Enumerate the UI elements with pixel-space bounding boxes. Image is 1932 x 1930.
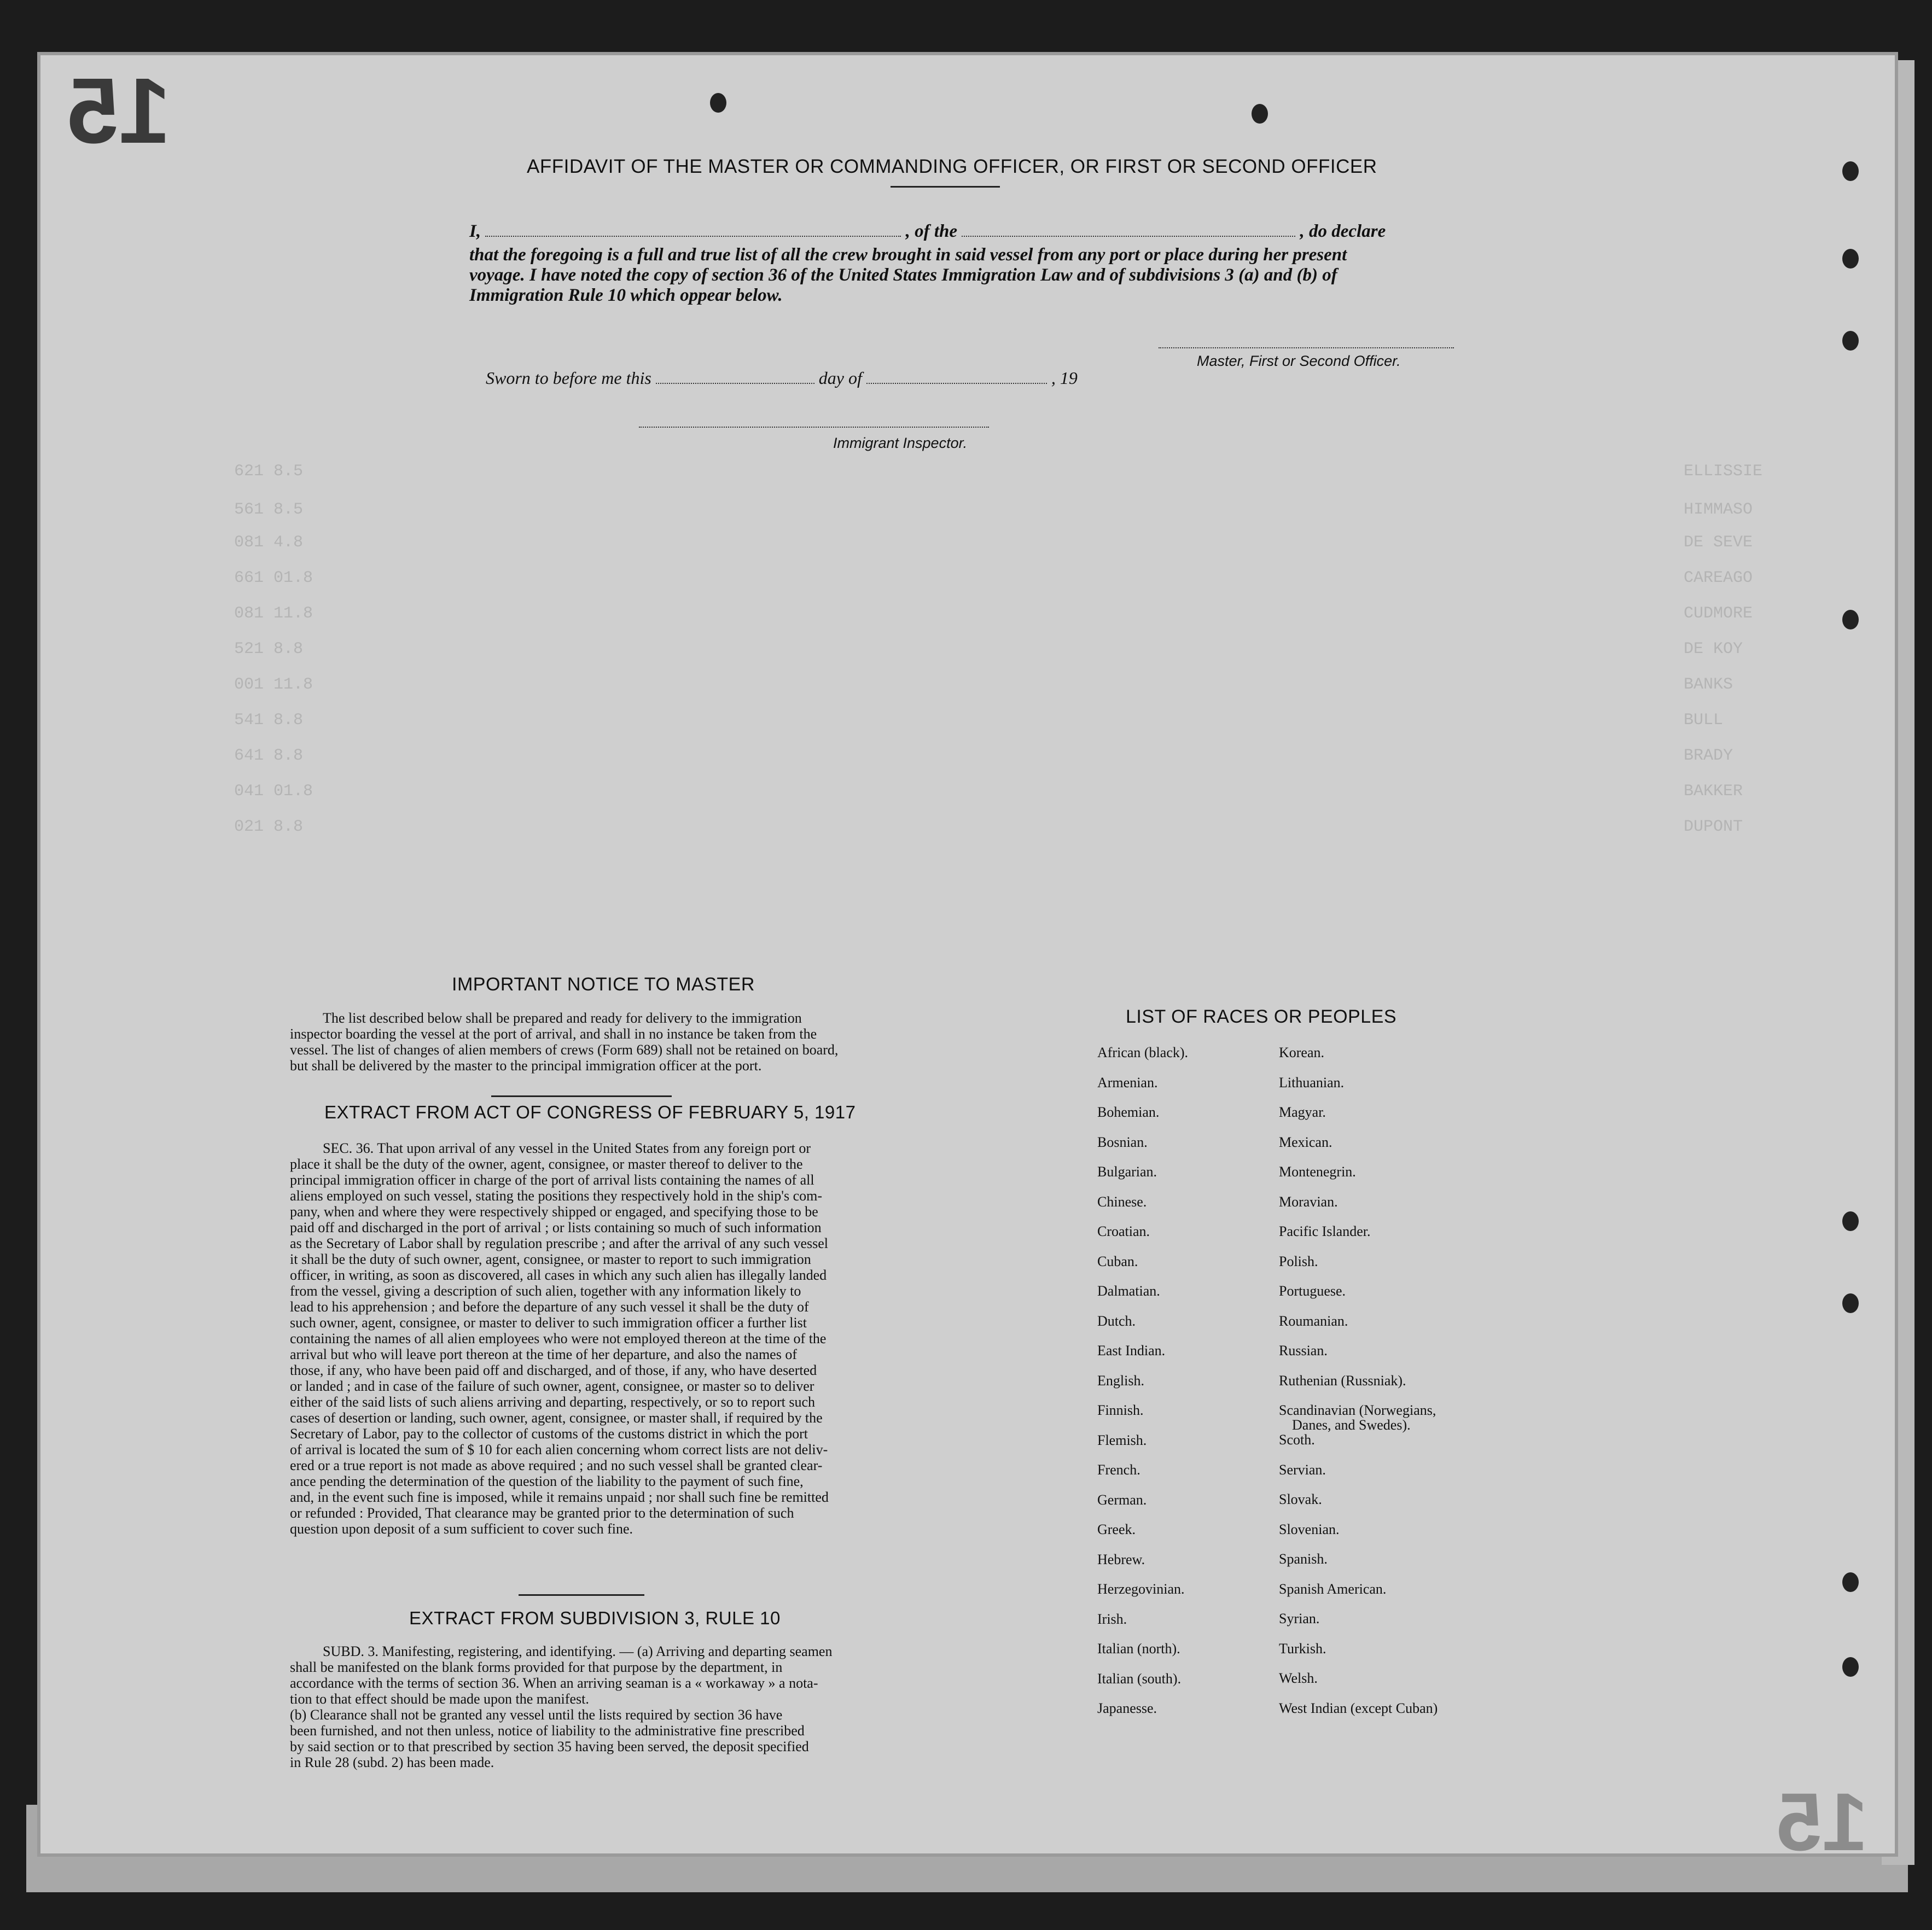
extract-rule-line: in Rule 28 (subd. 2) has been made. <box>290 1754 494 1770</box>
race-item: Slovenian. <box>1279 1521 1340 1537</box>
affidavit-line2: voyage. I have noted the copy of section 36 of the United States Immigration Law and of subdivisions 3 (a) and (b) of <box>469 265 1337 285</box>
race-item: Bosnian. <box>1097 1134 1148 1150</box>
extract-act-line: as the Secretary of Labor shall by regulation prescribe ; and after the arrival of any such vessel <box>290 1235 829 1251</box>
race-item: Dutch. <box>1097 1313 1136 1329</box>
extract-act-line: SEC. 36. That upon arrival of any vessel in the United States from any foreign port or <box>323 1140 811 1156</box>
page-number-bottom: 15 <box>1777 1776 1868 1868</box>
race-item: African (black). <box>1097 1045 1189 1060</box>
extract-act-line: either of the said lists of such aliens arriving and departing, respectively, or so to report such <box>290 1394 816 1410</box>
binder-hole <box>1842 1293 1859 1313</box>
vessel-name-field[interactable] <box>962 236 1295 237</box>
inspector-label: Immigrant Inspector. <box>833 435 968 451</box>
race-item: Greek. <box>1097 1521 1136 1537</box>
extract-rule-body <box>290 1643 955 1770</box>
extract-rule-line: been furnished, and not then unless, notice of liability to the administrative fine prescribed <box>290 1723 805 1739</box>
affidavit-line3: Immigration Rule 10 which oppear below. <box>469 285 783 305</box>
extract-act-line: those, if any, who have been paid off and discharged, and of those, if any, who have deserted <box>290 1362 817 1378</box>
race-item: Italian (north). <box>1097 1641 1180 1657</box>
extract-act-line: containing the names of all alien employees who were not employed thereon at the time of the <box>290 1331 827 1346</box>
extract-act-line: lead to his apprehension ; and before the departure of any such vessel it shall be the duty of <box>290 1299 809 1315</box>
race-item: West Indian (except Cuban) <box>1279 1700 1438 1716</box>
i-label: I, <box>469 221 481 241</box>
race-item: Finnish. <box>1097 1402 1144 1418</box>
notice-title: IMPORTANT NOTICE TO MASTER <box>452 974 755 995</box>
extract-act-line: place it shall be the duty of the owner, agent, consignee, or master thereof to deliver to the <box>290 1156 803 1172</box>
race-item: Croatian. <box>1097 1223 1150 1239</box>
notice-body <box>290 1010 955 1074</box>
race-item: Hebrew. <box>1097 1551 1145 1567</box>
notice-line: vessel. The list of changes of alien members of crews (Form 689) shall not be retained on board, <box>290 1042 839 1058</box>
extract-act-line: of arrival is located the sum of $ 10 for each alien concerning whom correct lists are not deliv- <box>290 1442 828 1457</box>
affidavit-line1: that the foregoing is a full and true list of all the crew brought in said vessel from any port or place during her present <box>469 245 1347 265</box>
race-item: Turkish. <box>1279 1640 1326 1657</box>
extract-act-line: ered or a true report is not made as above required ; and no such vessel shall be granted clear- <box>290 1457 823 1473</box>
binder-hole <box>1842 331 1859 351</box>
race-item: German. <box>1097 1491 1147 1508</box>
race-item: Armenian. <box>1097 1074 1158 1091</box>
race-item: Moravian. <box>1279 1193 1338 1210</box>
race-item: English. <box>1097 1372 1144 1389</box>
race-item: Bohemian. <box>1097 1104 1160 1120</box>
sworn-line <box>486 368 1078 388</box>
race-item: Polish. <box>1279 1253 1318 1269</box>
extract-act-line: officer, in writing, as soon as discovered, all cases in which any such alien has illegally landed <box>290 1267 827 1283</box>
race-item: Mexican. <box>1279 1134 1332 1150</box>
race-item: Portuguese. <box>1279 1283 1346 1299</box>
sworn-label: Sworn to before me this <box>486 368 651 388</box>
race-item: Pacific Islander. <box>1279 1223 1371 1239</box>
binder-hole <box>1842 161 1859 181</box>
extract-rule-title: EXTRACT FROM SUBDIVISION 3, RULE 10 <box>409 1608 781 1628</box>
extract-act-line: question upon deposit of a sum sufficient to cover such fine. <box>290 1521 633 1537</box>
sworn-day-field[interactable] <box>656 383 814 384</box>
binder-hole <box>1842 1211 1859 1231</box>
extract-act-line: pany, when and where they were respectively shipped or engaged, and specifying those to be <box>290 1204 818 1220</box>
extract-act-line: or refunded : Provided, That clearance may be granted prior to the determination of such <box>290 1505 794 1521</box>
race-item: Spanish American. <box>1279 1581 1387 1597</box>
extract-act-line: cases of desertion or landing, such owner, agent, consignee, or master shall, if required by the <box>290 1410 823 1426</box>
race-item: Italian (south). <box>1097 1670 1182 1687</box>
race-item: Servian. <box>1279 1461 1326 1478</box>
extract-act-line: Secretary of Labor, pay to the collector of customs of the customs district in which the port <box>290 1426 808 1442</box>
officer-name-field[interactable] <box>485 236 901 237</box>
races-left-column <box>1097 1045 1272 1730</box>
races-right-column <box>1279 1045 1509 1730</box>
races-title: LIST OF RACES OR PEOPLES <box>1126 1006 1397 1027</box>
race-item: Cuban. <box>1097 1253 1138 1269</box>
extract-rule-line: accordance with the terms of section 36. When an arriving seaman is a « workaway » a nota- <box>290 1675 818 1691</box>
race-item: Danes, and Swedes). <box>1292 1417 1411 1433</box>
binder-hole <box>1842 1657 1859 1677</box>
year-label: , 19 <box>1051 368 1078 388</box>
extract-act-line: from the vessel, giving a description of such alien, together with any information likely to <box>290 1283 801 1299</box>
do-declare-label: , do declare <box>1300 221 1386 241</box>
bleed-through-text: 621 8.5 ELLISSIE 561 8.5 HIMMASO 081 4.8 DE SEVE 661 01.8 CAREAGO 081 11.8 CUDMORE 521 8.8 DE KOY 001 11.8 BANKS 541 8.8 BULL 641 8.8 BRADY 041 01.8 BAKKER 021 8.8 DUPONT <box>234 462 1763 836</box>
binder-hole <box>710 93 726 113</box>
race-item: Russian. <box>1279 1343 1328 1358</box>
race-item: Lithuanian. <box>1279 1074 1345 1091</box>
extract-act-line: principal immigration officer in charge of the port of arrival lists containing the names of all <box>290 1172 814 1188</box>
race-item: Welsh. <box>1279 1670 1318 1686</box>
notice-line: The list described below shall be prepared and ready for delivery to the immigration <box>323 1010 802 1026</box>
of-the-label: , of the <box>905 221 958 241</box>
notice-rule <box>491 1095 672 1097</box>
extract-act-title: EXTRACT FROM ACT OF CONGRESS OF FEBRUARY 5, 1917 <box>324 1102 856 1122</box>
extract-act-line: and, in the event such fine is imposed, while it remains unpaid ; nor shall such fine be remitted <box>290 1489 829 1505</box>
race-item: Scandinavian (Norwegians, <box>1279 1402 1436 1418</box>
affidavit-title: AFFIDAVIT OF THE MASTER OR COMMANDING OFFICER, OR FIRST OR SECOND OFFICER <box>527 156 1377 177</box>
race-item: French. <box>1097 1462 1140 1478</box>
notice-line: inspector boarding the vessel at the port of arrival, and shall in no instance be taken from the <box>290 1026 817 1042</box>
race-item: Bulgarian. <box>1097 1164 1157 1180</box>
race-item: Magyar. <box>1279 1104 1326 1120</box>
extract-rule-line: tion to that effect should be made upon the manifest. <box>290 1691 589 1707</box>
affidavit-title-rule <box>891 186 1000 188</box>
page-number-top: 15 <box>67 59 171 163</box>
binder-hole <box>1252 104 1268 124</box>
extract-act-line: ance pending the determination of the question of the liability to the payment of such fine, <box>290 1473 804 1489</box>
extract-rule-line: SUBD. 3. Manifesting, registering, and identifying. — (a) Arriving and departing seamen <box>323 1643 833 1659</box>
race-item: Dalmatian. <box>1097 1283 1160 1299</box>
race-item: Korean. <box>1279 1045 1325 1060</box>
race-item: Scoth. <box>1279 1432 1315 1448</box>
signature-label: Master, First or Second Officer. <box>1197 353 1401 369</box>
binder-hole <box>1842 1572 1859 1592</box>
notice-line: but shall be delivered by the master to the principal immigration officer at the port. <box>290 1058 762 1074</box>
race-item: Spanish. <box>1279 1551 1328 1567</box>
inspector-signature-line[interactable] <box>639 427 989 428</box>
extract-rule-line: by said section or to that prescribed by section 35 having been served, the deposit specified <box>290 1739 809 1754</box>
extract-act-line: or landed ; and in case of the failure of such owner, agent, consignee, or master so to deliver <box>290 1378 814 1394</box>
binder-hole <box>1842 249 1859 269</box>
extract-rule-line: (b) Clearance shall not be granted any vessel until the lists required by section 36 have <box>290 1707 783 1723</box>
extract-act-line: such owner, agent, consignee, or master to deliver to such immigration officer a further list <box>290 1315 807 1331</box>
extract-act-line: arrival but who will leave port thereon at the time of her departure, and also the names of <box>290 1346 797 1362</box>
extract-act-line: aliens employed on such vessel, stating the positions they respectively hold in the ship's com- <box>290 1188 823 1204</box>
extract-rule-line: shall be manifested on the blank forms provided for that purpose by the department, in <box>290 1659 783 1675</box>
sworn-month-field[interactable] <box>866 383 1047 384</box>
extract-act-line: it shall be the duty of such owner, agent, consignee, or master to report to such immigration <box>290 1251 811 1267</box>
race-item: Flemish. <box>1097 1432 1147 1448</box>
race-item: Herzegovinian. <box>1097 1581 1185 1597</box>
race-item: Ruthenian (Russniak). <box>1279 1372 1406 1389</box>
extract-act-body <box>290 1140 955 1537</box>
race-item: Slovak. <box>1279 1491 1322 1507</box>
race-item: Japanesse. <box>1097 1700 1157 1716</box>
binder-hole <box>1842 610 1859 629</box>
race-item: Chinese. <box>1097 1193 1147 1210</box>
race-item: Roumanian. <box>1279 1313 1348 1329</box>
race-item: Syrian. <box>1279 1611 1320 1626</box>
day-of-label: day of <box>818 368 862 388</box>
race-item: East Indian. <box>1097 1343 1166 1358</box>
signature-line[interactable] <box>1159 347 1454 348</box>
race-item: Irish. <box>1097 1611 1127 1627</box>
race-item: Montenegrin. <box>1279 1164 1356 1180</box>
act-rule <box>519 1594 644 1596</box>
affidavit-declaration-line0 <box>469 221 1386 242</box>
manifest-page <box>37 52 1898 1868</box>
extract-act-line: paid off and discharged in the port of arrival ; or lists containing so much of such information <box>290 1220 822 1235</box>
